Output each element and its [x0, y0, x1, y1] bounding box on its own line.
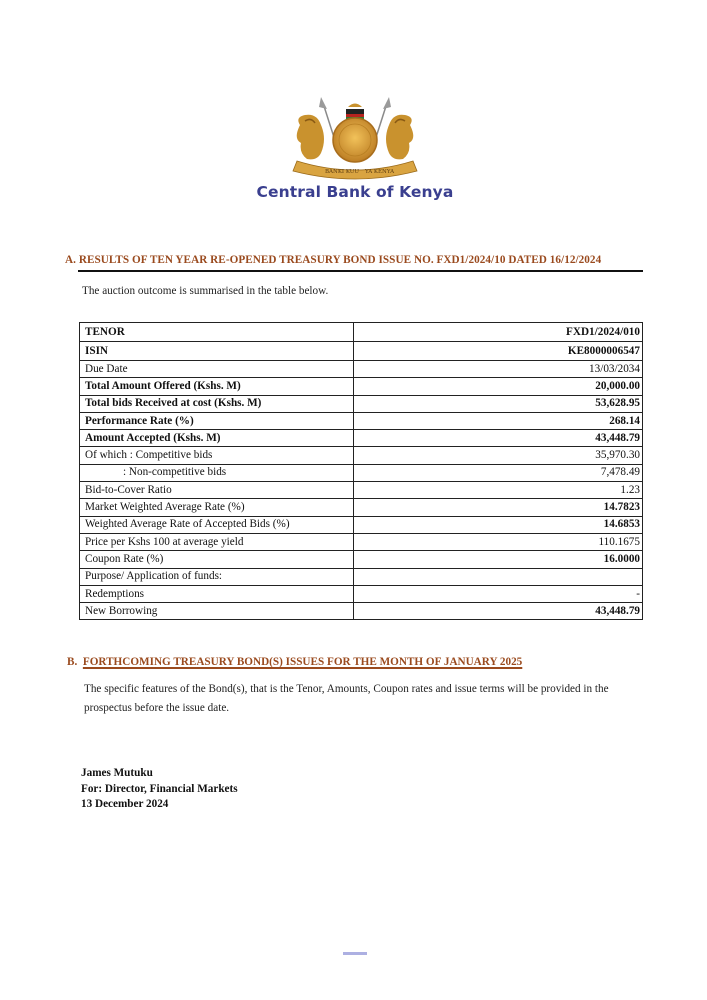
auction-results-table: [79, 322, 643, 620]
row-value: 43,448.79: [354, 603, 643, 620]
table-row: [80, 585, 643, 602]
table-row: [80, 378, 643, 395]
table-row: [80, 482, 643, 499]
section-a-intro: The auction outcome is summarised in the table below.: [82, 285, 329, 297]
row-value: 35,970.30: [354, 447, 643, 464]
table-row: [80, 412, 643, 429]
row-value: -: [354, 585, 643, 602]
row-label: Price per Kshs 100 at average yield: [80, 533, 354, 550]
row-label: Of which : Competitive bids: [80, 447, 354, 464]
row-label: Market Weighted Average Rate (%): [80, 499, 354, 516]
table-row: [80, 430, 643, 447]
kenya-coat-of-arms-icon: [255, 95, 455, 183]
row-label: Redemptions: [80, 585, 354, 602]
row-value: 1.23: [354, 482, 643, 499]
signatory-title: For: Director, Financial Markets: [81, 782, 238, 795]
table-row: [80, 342, 643, 361]
organization-name: Central Bank of Kenya: [256, 183, 454, 201]
section-b-prefix: B.: [67, 656, 78, 668]
logo-motto-right: YA KENYA: [365, 169, 395, 175]
section-b-heading: [67, 656, 525, 668]
table-row: [80, 395, 643, 412]
section-b-paragraph: The specific features of the Bond(s), that is the Tenor, Amounts, Coupon rates and issue terms will be provided in the prospectus before the issue date.: [84, 683, 609, 714]
section-b-title: FORTHCOMING TREASURY BOND(S) ISSUES FOR THE MONTH OF JANUARY 2025: [82, 656, 523, 668]
section-a-heading: A. RESULTS OF TEN YEAR RE-OPENED TREASURY BOND ISSUE NO. FXD1/2024/10 DATED 16/12/2024: [65, 254, 602, 266]
row-label: New Borrowing: [80, 603, 354, 620]
table-row: [80, 361, 643, 378]
section-a-divider: [78, 270, 643, 272]
row-value: 110.1675: [354, 533, 643, 550]
row-label: Total bids Received at cost (Kshs. M): [80, 395, 354, 412]
row-label: Weighted Average Rate of Accepted Bids (%): [80, 516, 354, 533]
row-value: 16.0000: [354, 551, 643, 568]
cbk-logo: [255, 95, 455, 210]
row-label: Total Amount Offered (Kshs. M): [80, 378, 354, 395]
table-row: [80, 516, 643, 533]
table-row: [80, 447, 643, 464]
row-value: 7,478.49: [354, 464, 643, 481]
table-row: [80, 533, 643, 550]
table-row: [80, 568, 643, 585]
table-row: [80, 464, 643, 481]
row-value: [354, 568, 643, 585]
row-value: 20,000.00: [354, 378, 643, 395]
row-value: KE8000006547: [354, 342, 643, 361]
table-row: [80, 323, 643, 342]
row-label: Bid-to-Cover Ratio: [80, 482, 354, 499]
row-value: 43,448.79: [354, 430, 643, 447]
row-value: 268.14: [354, 412, 643, 429]
row-label: [80, 464, 354, 481]
signature-date: 13 December 2024: [81, 798, 169, 810]
table-row: [80, 499, 643, 516]
row-label: Due Date: [80, 361, 354, 378]
row-label: Purpose/ Application of funds:: [80, 568, 354, 585]
row-label: Amount Accepted (Kshs. M): [80, 430, 354, 447]
row-value: 53,628.95: [354, 395, 643, 412]
logo-motto-left: BANKI KUU: [325, 169, 360, 175]
row-value: 14.6853: [354, 516, 643, 533]
table-row: [80, 551, 643, 568]
row-value: 13/03/2034: [354, 361, 643, 378]
row-label: ISIN: [80, 342, 354, 361]
row-value: FXD1/2024/010: [354, 323, 643, 342]
row-label: Performance Rate (%): [80, 412, 354, 429]
signatory-name: James Mutuku: [81, 767, 153, 779]
signature-block: [81, 766, 238, 813]
table-row: [80, 603, 643, 620]
row-label-text: : Non-competitive bids: [123, 466, 227, 479]
row-value: 14.7823: [354, 499, 643, 516]
footer-mark: [343, 952, 367, 955]
row-label: TENOR: [80, 323, 354, 342]
row-label: Coupon Rate (%): [80, 551, 354, 568]
